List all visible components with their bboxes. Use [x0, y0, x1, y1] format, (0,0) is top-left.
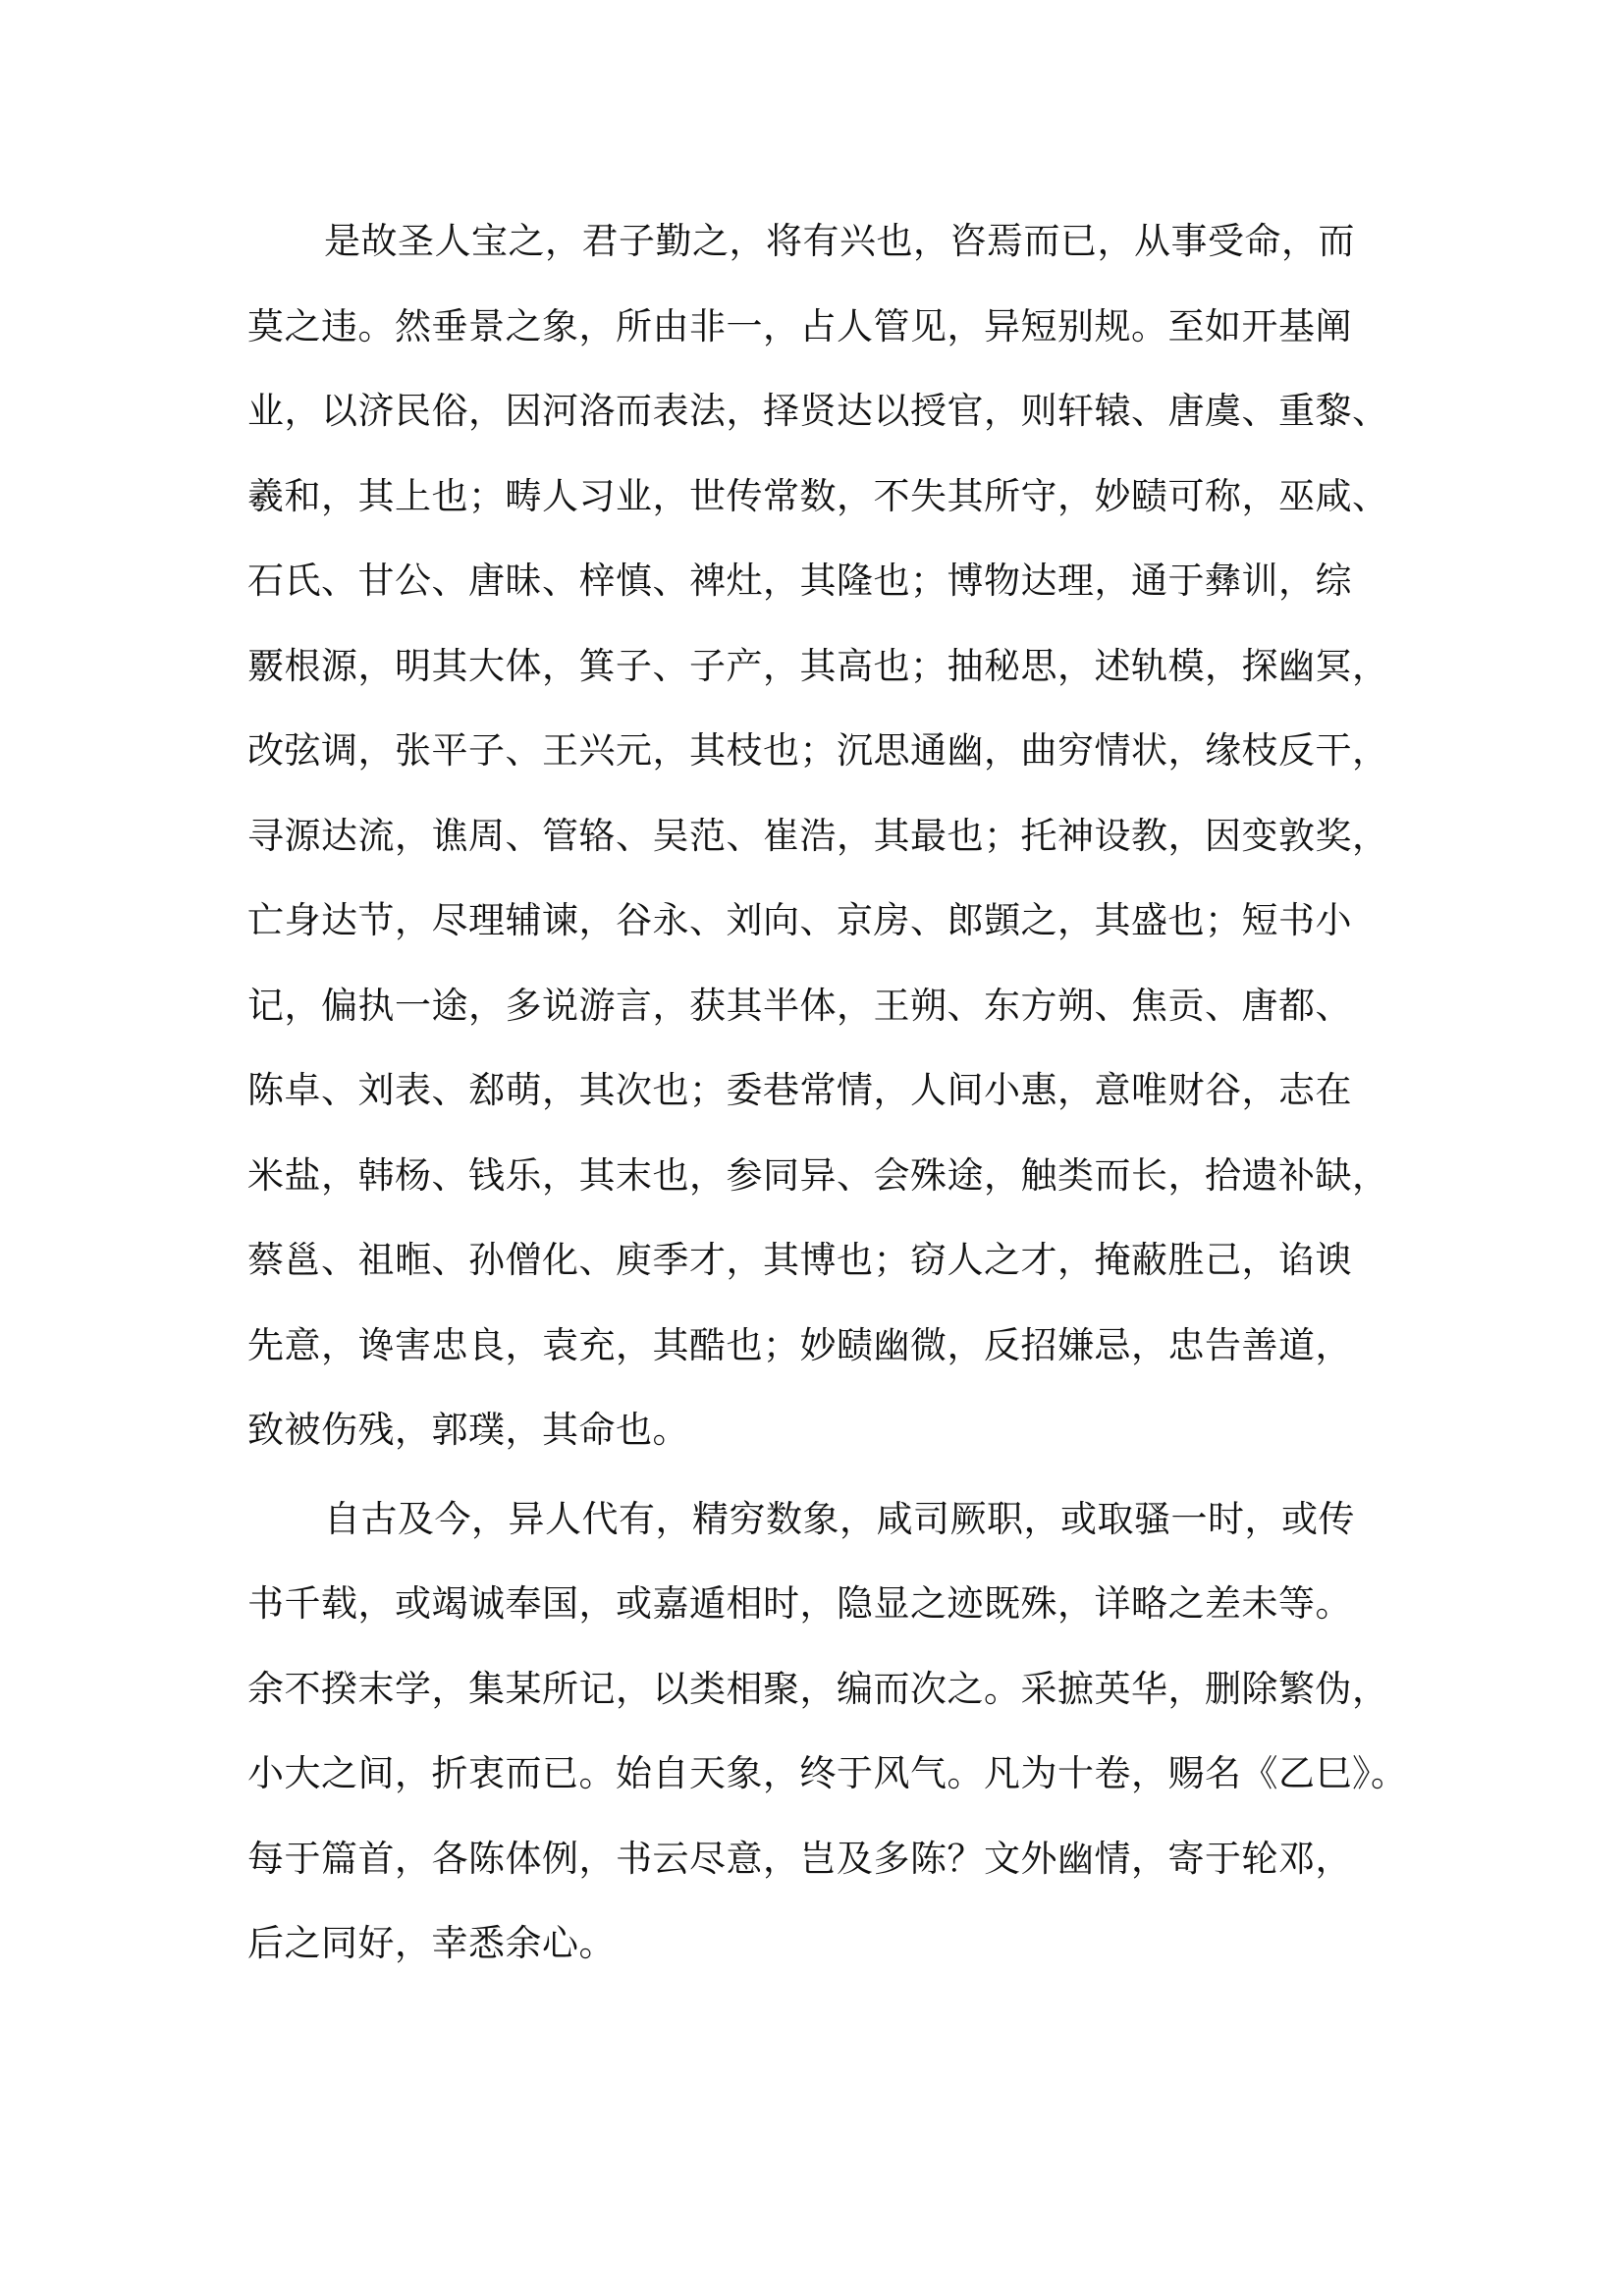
text-line: 业，以济民俗，因河洛而表法，择贤达以授官，则轩辕、唐虞、重黎、	[247, 390, 1389, 432]
text-line: 羲和，其上也；畴人习业，世传常数，不失其所守，妙赜可称，巫咸、	[247, 474, 1389, 517]
text-line: 小大之间，折衷而已。始自天象，终于风气。凡为十卷，赐名《乙巳》。	[247, 1752, 1408, 1794]
text-line: 寻源达流，谯周、管辂、吴范、崔浩，其最也；托神设教，因变敦奖，	[247, 814, 1389, 857]
body-text	[247, 210, 1408, 1998]
text-line: 先意，谗害忠良，袁充，其酷也；妙赜幽微，反招嫌忌，忠告善道，	[247, 1323, 1352, 1366]
text-line: 蔡邕、祖暅、孙僧化、庾季才，其博也；窃人之才，掩蔽胜己，谄谀	[247, 1239, 1352, 1281]
paragraph-2	[247, 1488, 1408, 1998]
text-line: 后之同好，幸悉余心。	[247, 1922, 616, 1964]
text-line: 莫之违。然垂景之象，所由非一，占人管见，异短别规。至如开基阐	[247, 304, 1352, 347]
text-line: 陈卓、刘表、郄萌，其次也；委巷常情，人间小惠，意唯财谷，志在	[247, 1069, 1352, 1111]
paragraph-1	[247, 210, 1390, 1484]
text-line: 致被伤残，郭璞，其命也。	[247, 1409, 689, 1451]
text-line: 改弦调，张平子、王兴元，其枝也；沉思通幽，曲穷情状，缘枝反干，	[247, 729, 1389, 772]
text-line: 覈根源，明其大体，箕子、子产，其高也；抽秘思，述轨模，探幽冥，	[247, 644, 1389, 687]
text-line: 自古及今，异人代有，精穷数象，咸司厥职，或取骚一时，或传	[324, 1497, 1355, 1540]
text-line: 余不揆末学，集某所记，以类相聚，编而次之。采摭英华，删除繁伪，	[247, 1667, 1389, 1710]
text-line: 书千载，或竭诚奉国，或嘉遁相时，隐显之迹既殊，详略之差未等。	[247, 1582, 1352, 1625]
text-line: 石氏、甘公、唐昧、梓慎、禆灶，其隆也；博物达理，通于彝训，综	[247, 560, 1352, 602]
text-line: 记，偏执一途，多说游言，获其半体，王朔、东方朔、焦贡、唐都、	[247, 984, 1352, 1027]
text-line: 米盐，韩杨、钱乐，其末也，参同异、会殊途，触类而长，拾遗补缺，	[247, 1153, 1389, 1197]
text-line: 每于篇首，各陈体例，书云尽意，岂及多陈？文外幽情，寄于轮邓，	[247, 1837, 1352, 1880]
text-line: 是故圣人宝之，君子勤之，将有兴也，咨焉而已，从事受命，而	[324, 220, 1355, 262]
text-line: 亡身达节，尽理辅谏，谷永、刘向、京房、郎顗之，其盛也；短书小	[247, 899, 1352, 941]
